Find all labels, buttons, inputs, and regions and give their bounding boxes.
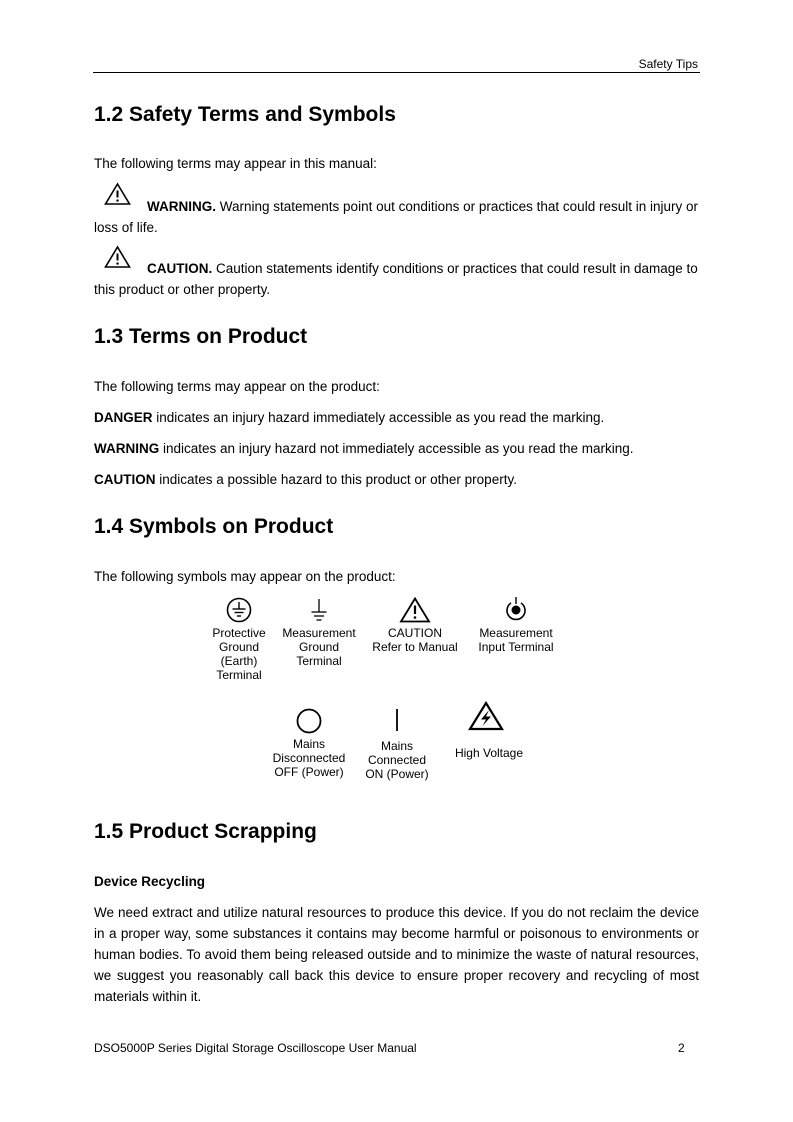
protective-ground-label: Protective Ground (Earth) Terminal: [212, 626, 266, 682]
high-voltage-icon: [468, 701, 504, 731]
header-rule: [93, 72, 700, 73]
high-voltage-label: High Voltage: [454, 746, 524, 760]
symbol-mains-off: [266, 707, 352, 779]
measurement-input-label: Measurement Input Terminal: [478, 626, 554, 654]
caution-refer-manual-label: CAUTION Refer to Manual: [372, 626, 458, 654]
s13-warning-label: WARNING: [94, 441, 160, 456]
s15-subheading: Device Recycling: [94, 874, 206, 889]
footer-manual-title: DSO5000P Series Digital Storage Oscilloscope User Manual: [94, 1041, 417, 1055]
power-on-line-icon: [383, 707, 411, 737]
caution-triangle-icon: [399, 596, 431, 624]
footer-page-number: 2: [678, 1041, 685, 1055]
measurement-ground-icon: [305, 596, 333, 624]
section-heading-1-2: 1.2 Safety Terms and Symbols: [94, 103, 396, 126]
mains-off-label: Mains Disconnected OFF (Power): [272, 737, 346, 779]
s12-warning-paragraph: [94, 196, 699, 238]
symbol-caution-refer-manual: [366, 596, 464, 654]
power-off-circle-icon: [295, 707, 323, 735]
s12-warning-text: Warning statements point out conditions or practices that could result in injury or loss of life.: [94, 199, 698, 235]
s12-intro: The following terms may appear in this manual:: [94, 156, 377, 171]
symbol-mains-on: [357, 707, 437, 781]
s13-danger-line: [94, 407, 699, 428]
s13-intro: The following terms may appear on the product:: [94, 379, 380, 394]
section-heading-1-4: 1.4 Symbols on Product: [94, 515, 334, 538]
running-header: Safety Tips: [638, 57, 698, 71]
s13-caution-line: [94, 469, 699, 490]
section-heading-1-3: 1.3 Terms on Product: [94, 325, 308, 348]
symbol-measurement-ground: [279, 596, 359, 668]
s13-warning-line: [94, 438, 699, 459]
s12-caution-text: Caution statements identify conditions or practices that could result in damage to this product or other property.: [94, 261, 698, 297]
s12-caution-label: CAUTION.: [147, 261, 213, 276]
symbol-measurement-input: [473, 596, 559, 654]
s13-caution-text: indicates a possible hazard to this product or other property.: [155, 472, 517, 487]
section-heading-1-5: 1.5 Product Scrapping: [94, 820, 317, 843]
s14-intro: The following symbols may appear on the product:: [94, 569, 396, 584]
s13-danger-text: indicates an injury hazard immediately accessible as you read the marking.: [152, 410, 605, 425]
s13-danger-label: DANGER: [94, 410, 153, 425]
measurement-ground-label: Measurement Ground Terminal: [282, 626, 356, 668]
s12-caution-paragraph: [94, 258, 699, 300]
measurement-input-terminal-icon: [502, 596, 530, 624]
protective-ground-icon: [225, 596, 253, 624]
s13-warning-text: indicates an injury hazard not immediately accessible as you read the marking.: [159, 441, 634, 456]
s12-warning-label: WARNING.: [147, 199, 216, 214]
s13-caution-label: CAUTION: [94, 472, 156, 487]
s15-body: We need extract and utilize natural resources to produce this device. If you do not reclaim the device in a proper way, some substances it contains may become harmful or poisonous to environments or human bodies. To avoid them being released outside and to minimize the waste of natural resources, we suggest you reasonably call back this device to ensure proper recovery and recycling of most materials within it.: [94, 905, 699, 1004]
symbol-protective-ground: [204, 596, 274, 682]
mains-on-label: Mains Connected ON (Power): [365, 739, 429, 781]
